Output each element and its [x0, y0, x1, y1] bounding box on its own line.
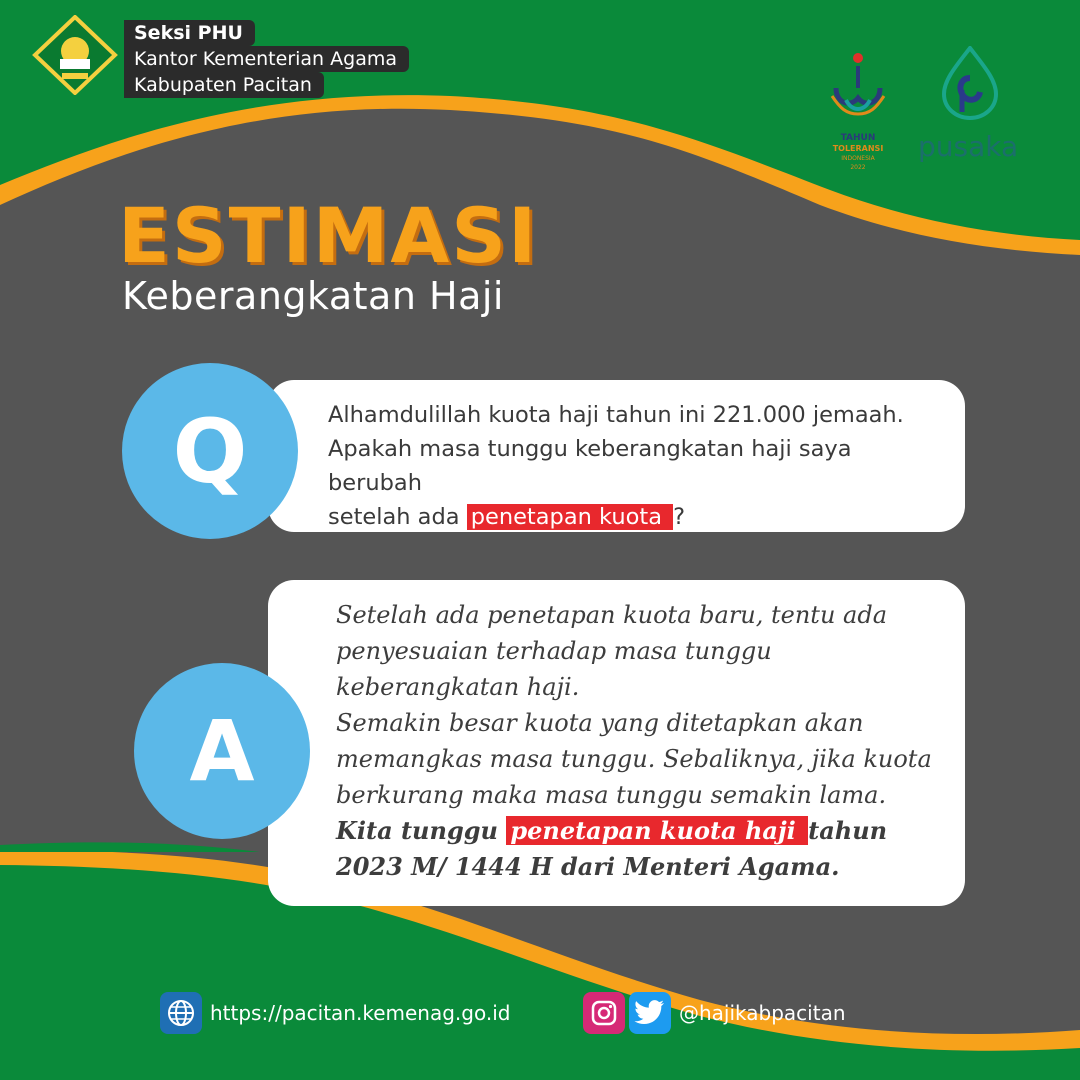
website-link[interactable]: https://pacitan.kemenag.go.id	[210, 1001, 511, 1025]
social-handle[interactable]: @hajikabpacitan	[679, 1001, 846, 1025]
question-highlight: penetapan kuota	[467, 504, 673, 530]
answer-paragraph-2: Semakin besar kuota yang ditetapkan akan memangkas masa tunggu. Sebaliknya, jika kuota berkurang maka masa tunggu semakin lama.	[336, 709, 932, 809]
page-subtitle: Keberangkatan Haji	[122, 274, 504, 318]
answer-paragraph-3	[336, 813, 946, 885]
pusaka-logo	[940, 46, 1000, 120]
indonesia-text: INDONESIA	[841, 155, 875, 162]
answer-text	[336, 597, 946, 885]
kemenag-logo	[30, 15, 120, 95]
answer-p3-start: Kita tunggu	[336, 816, 507, 845]
page-title: ESTIMASI	[118, 191, 539, 280]
question-line-3	[328, 500, 948, 534]
answer-p3-end: tahun 2023 M/ 1444 H dari Menteri Agama.	[336, 816, 888, 881]
org-office: Kantor Kementerian Agama	[124, 46, 409, 72]
answer-paragraph-1: Setelah ada penetapan kuota baru, tentu ada penyesuaian terhadap masa tunggu keberangkatan haji.	[336, 601, 888, 701]
question-line-2: Apakah masa tunggu keberangkatan haji saya berubah	[328, 436, 852, 496]
question-text	[328, 398, 948, 534]
question-line-1: Alhamdulillah kuota haji tahun ini 221.000 jemaah.	[328, 402, 904, 428]
year-text: 2022	[850, 164, 866, 171]
question-bubble: Q	[122, 363, 298, 539]
footer-website[interactable]	[160, 992, 510, 1034]
tahun-text: TAHUN	[840, 133, 876, 143]
instagram-icon[interactable]	[583, 992, 625, 1034]
org-header	[124, 20, 409, 98]
question-line-3-start: setelah ada	[328, 504, 467, 530]
answer-bubble: A	[134, 663, 310, 839]
twitter-icon[interactable]	[629, 992, 671, 1034]
question-line-3-end: ?	[673, 504, 686, 530]
pusaka-wordmark: pusaka	[918, 130, 1019, 163]
answer-highlight: penetapan kuota haji	[506, 816, 808, 845]
org-region: Kabupaten Pacitan	[124, 72, 324, 98]
toleransi-text: TOLERANSI	[832, 144, 884, 153]
tahun-toleransi-logo	[826, 48, 890, 174]
globe-icon	[160, 992, 202, 1034]
footer-social[interactable]	[583, 992, 846, 1034]
org-section: Seksi PHU	[124, 20, 255, 46]
